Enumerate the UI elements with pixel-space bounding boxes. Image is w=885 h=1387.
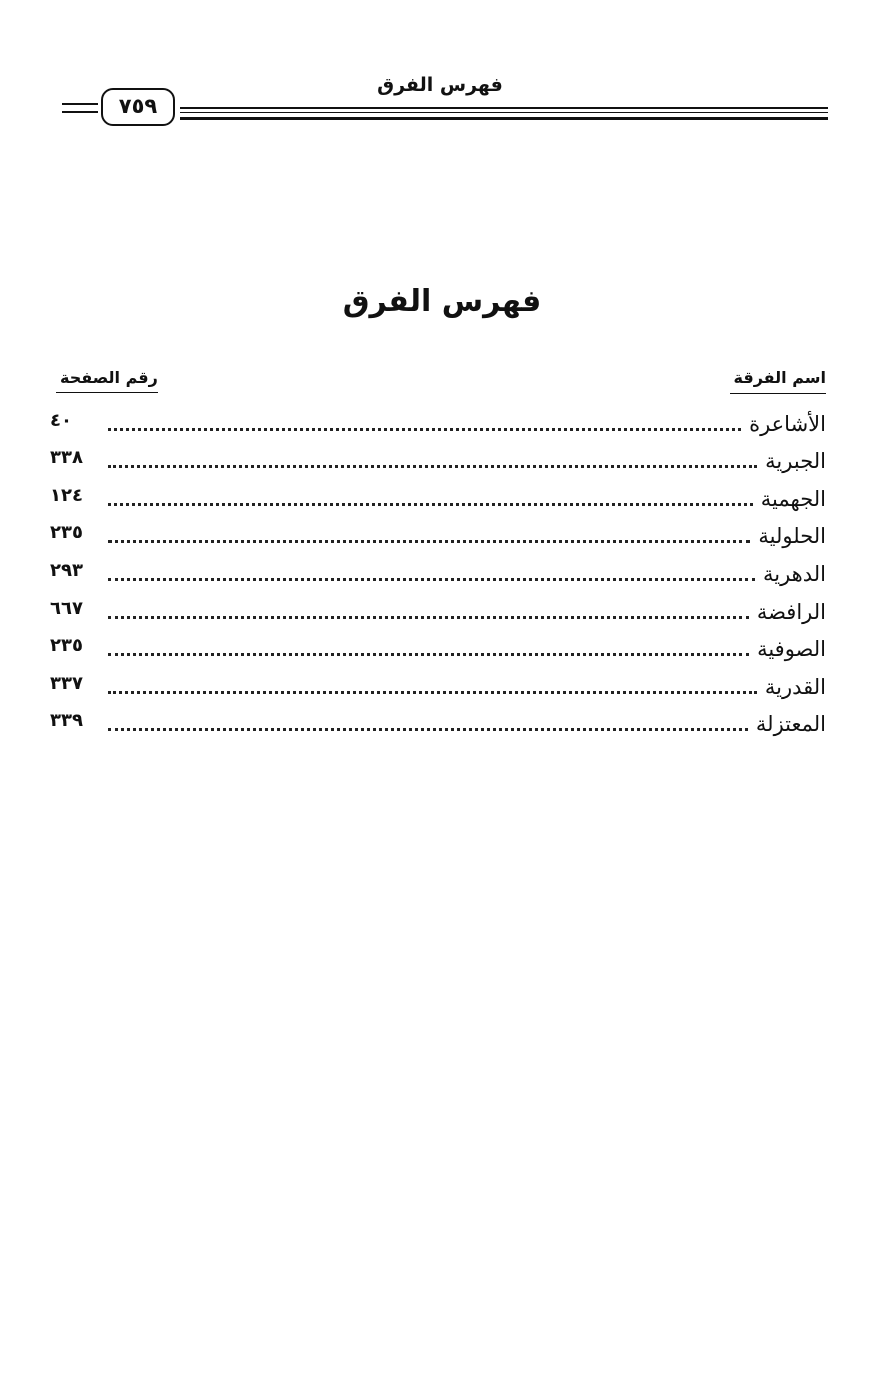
leader-dots <box>108 503 753 506</box>
page-number: ٧٥٩ <box>101 88 175 126</box>
entry-name: الدهرية <box>762 561 826 586</box>
leader-dots <box>108 428 741 431</box>
entry-page <box>50 594 108 628</box>
header-rule-right <box>180 107 828 120</box>
leader-dots <box>108 728 748 731</box>
entry-page-number: ٢٣٥ <box>50 522 83 544</box>
leader-dots <box>108 540 750 543</box>
index-entry <box>50 477 826 515</box>
entry-name: الجبرية <box>765 449 826 474</box>
leader-dots <box>108 578 755 581</box>
leader-dots <box>108 616 749 619</box>
entry-page <box>50 706 108 740</box>
entry-name: الجهمية <box>760 486 826 511</box>
entry-page <box>50 443 108 477</box>
entry-page-number: ١٢٤ <box>50 484 83 506</box>
entry-page-number: ٣٣٧ <box>50 672 83 694</box>
column-header-name: اسم الفرقة <box>730 364 826 394</box>
index-entry <box>50 628 826 666</box>
entry-page <box>50 406 108 440</box>
leader-dots <box>108 691 757 694</box>
entry-page <box>50 481 108 515</box>
index-entry <box>50 703 826 741</box>
entry-page <box>50 631 108 665</box>
column-header-page: رقم الصفحة <box>56 364 158 393</box>
entry-page-number: ٤٠ <box>50 409 72 431</box>
entry-page-number: ٣٣٨ <box>50 447 83 469</box>
entry-page <box>50 518 108 552</box>
entry-name: المعتزلة <box>755 712 826 737</box>
leader-dots <box>108 653 749 656</box>
index-entry <box>50 665 826 703</box>
column-headers <box>50 364 826 400</box>
entry-name: الصوفية <box>757 637 826 662</box>
entry-page-number: ٢٣٥ <box>50 635 83 657</box>
index-entry <box>50 515 826 553</box>
index-entry <box>50 402 826 440</box>
entry-name: القدرية <box>764 674 826 699</box>
index-entry <box>50 440 826 478</box>
leader-dots <box>108 465 757 468</box>
entry-page <box>50 556 108 590</box>
running-header <box>0 0 885 140</box>
page-title: فهرس الفرق <box>342 284 542 319</box>
entry-page-number: ٦٦٧ <box>50 597 83 619</box>
entry-page <box>50 669 108 703</box>
running-title: فهرس الفرق <box>377 74 503 96</box>
header-rule-left <box>62 103 98 113</box>
index-list <box>50 402 826 740</box>
entry-name: الحلولية <box>758 524 826 549</box>
index-entry <box>50 552 826 590</box>
entry-name: الأشاعرة <box>749 411 826 436</box>
entry-name: الرافضة <box>756 599 826 624</box>
entry-page-number: ٢٩٣ <box>50 559 83 581</box>
entry-page-number: ٣٣٩ <box>50 710 83 732</box>
index-entry <box>50 590 826 628</box>
